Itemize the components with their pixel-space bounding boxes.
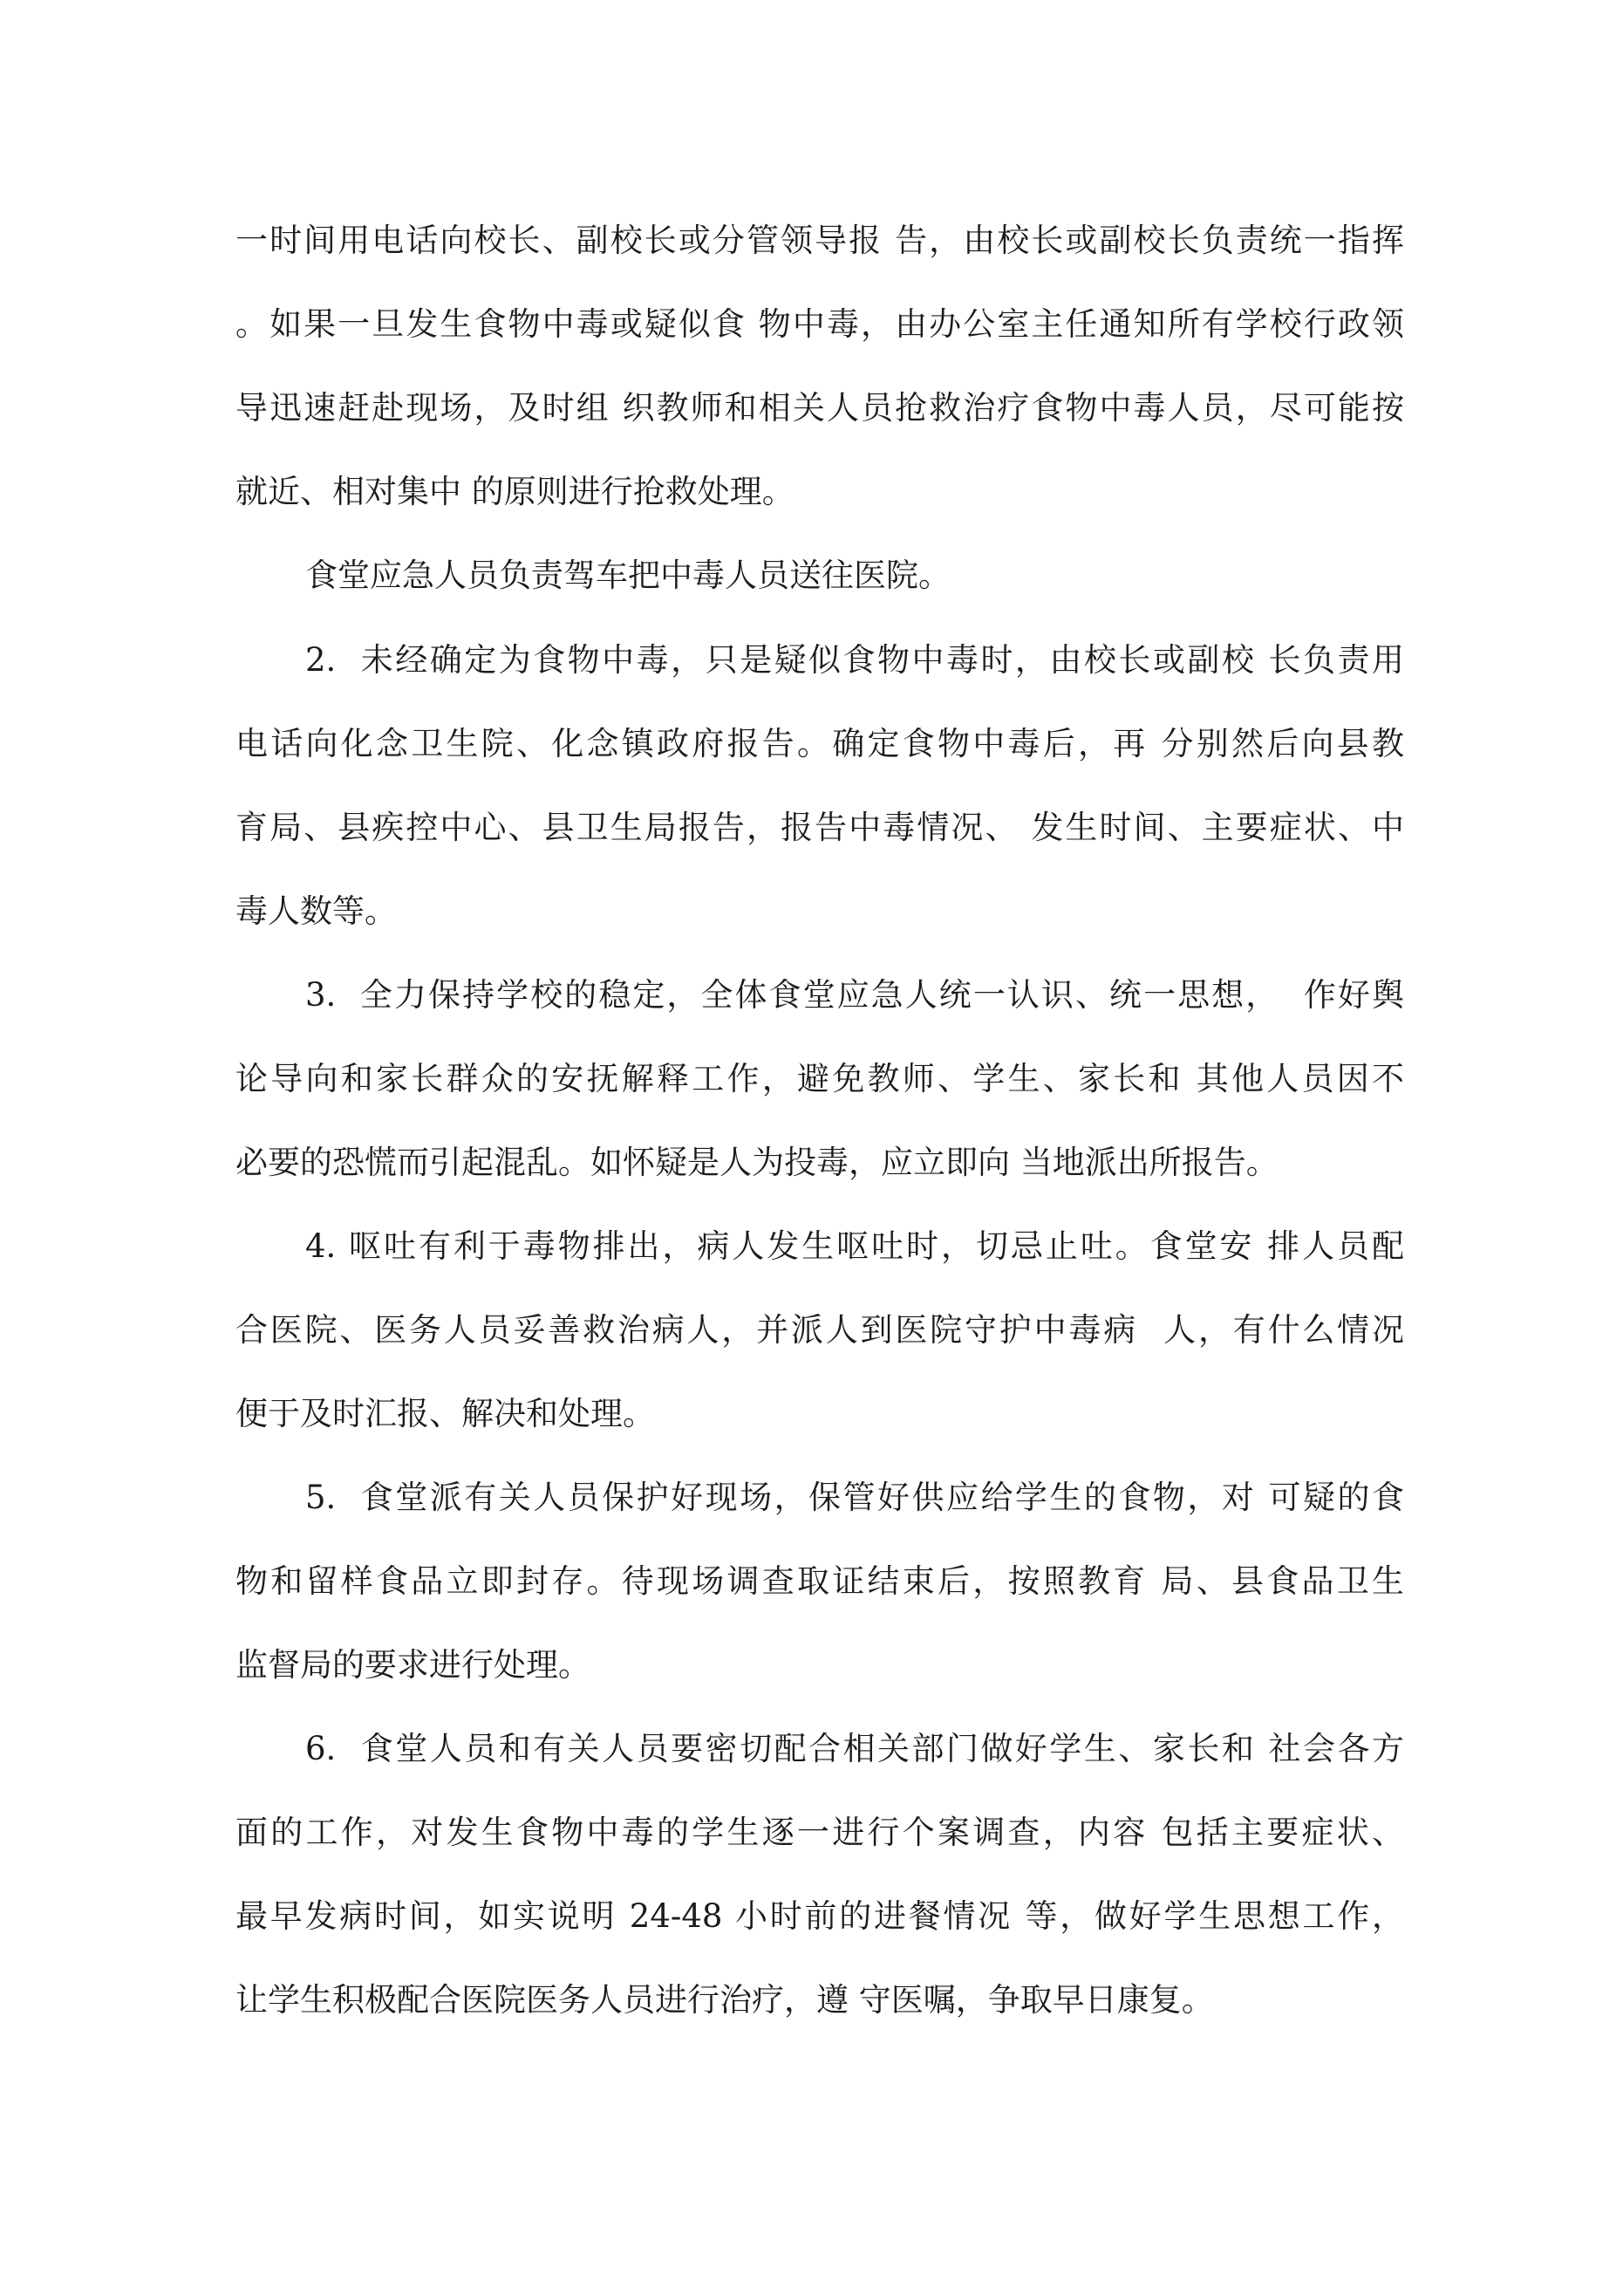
paragraph-3-line-3: 育局、县疾控中心、县卫生局报告，报告中毒情况、 发生时间、主要症状、中 (235, 809, 1404, 846)
paragraph-4-line-1: 3. 全力保持学校的稳定，全体食堂应急人统一认识、统一思想， 作好舆 (305, 976, 1404, 1014)
paragraph-6-line-2: 物和留样食品立即封存。待现场调查取证结束后，按照教育 局、县食品卫生 (235, 1562, 1404, 1600)
paragraph-4-line-3: 必要的恐慌而引起混乱。如怀疑是人为投毒，应立即向 当地派出所报告。 (235, 1144, 1279, 1181)
paragraph-1-line-3: 导迅速赶赴现场，及时组 织教师和相关人员抢救治疗食物中毒人员，尽可能按 (235, 389, 1404, 427)
paragraph-1-line-1: 一时间用电话向校长、副校长或分管领导报 告，由校长或副校长负责统一指挥 (235, 222, 1404, 259)
paragraph-3-line-1: 2. 未经确定为食物中毒，只是疑似食物中毒时，由校长或副校 长负责用 (305, 641, 1404, 679)
paragraph-6-line-3: 监督局的要求进行处理。 (235, 1646, 590, 1684)
paragraph-6-line-1: 5. 食堂派有关人员保护好现场，保管好供应给学生的食物，对 可疑的食 (305, 1479, 1404, 1516)
paragraph-5-line-3: 便于及时汇报、解决和处理。 (235, 1395, 655, 1432)
paragraph-5-line-1: 4. 呕吐有利于毒物排出，病人发生呕吐时，切忌止吐。食堂安 排人员配 (305, 1227, 1404, 1265)
paragraph-2-line-1: 食堂应急人员负责驾车把中毒人员送往医院。 (305, 557, 951, 594)
paragraph-7-line-3: 最早发病时间，如实说明 24-48 小时前的进餐情况 等，做好学生思想工作， (235, 1897, 1404, 1935)
paragraph-1-line-4: 就近、相对集中 的原则进行抢救处理。 (235, 473, 794, 510)
paragraph-5-line-2: 合医院、医务人员妥善救治病人，并派人到医院守护中毒病 人，有什么情况 (235, 1311, 1404, 1349)
paragraph-7-line-1: 6. 食堂人员和有关人员要密切配合相关部门做好学生、家长和 社会各方 (305, 1730, 1404, 1767)
paragraph-3-line-4: 毒人数等。 (235, 892, 397, 930)
paragraph-1-line-2: 。如果一旦发生食物中毒或疑似食 物中毒，由办公室主任通知所有学校行政领 (235, 305, 1404, 343)
paragraph-4-line-2: 论导向和家长群众的安抚解释工作，避免教师、学生、家长和 其他人员因不 (235, 1060, 1404, 1097)
paragraph-7-line-2: 面的工作，对发生食物中毒的学生逐一进行个案调查，内容 包括主要症状、 (235, 1814, 1404, 1851)
paragraph-7-line-4: 让学生积极配合医院医务人员进行治疗，遵 守医嘱，争取早日康复。 (235, 1981, 1214, 2019)
paragraph-3-line-2: 电话向化念卫生院、化念镇政府报告。确定食物中毒后，再 分别然后向县教 (235, 725, 1404, 762)
